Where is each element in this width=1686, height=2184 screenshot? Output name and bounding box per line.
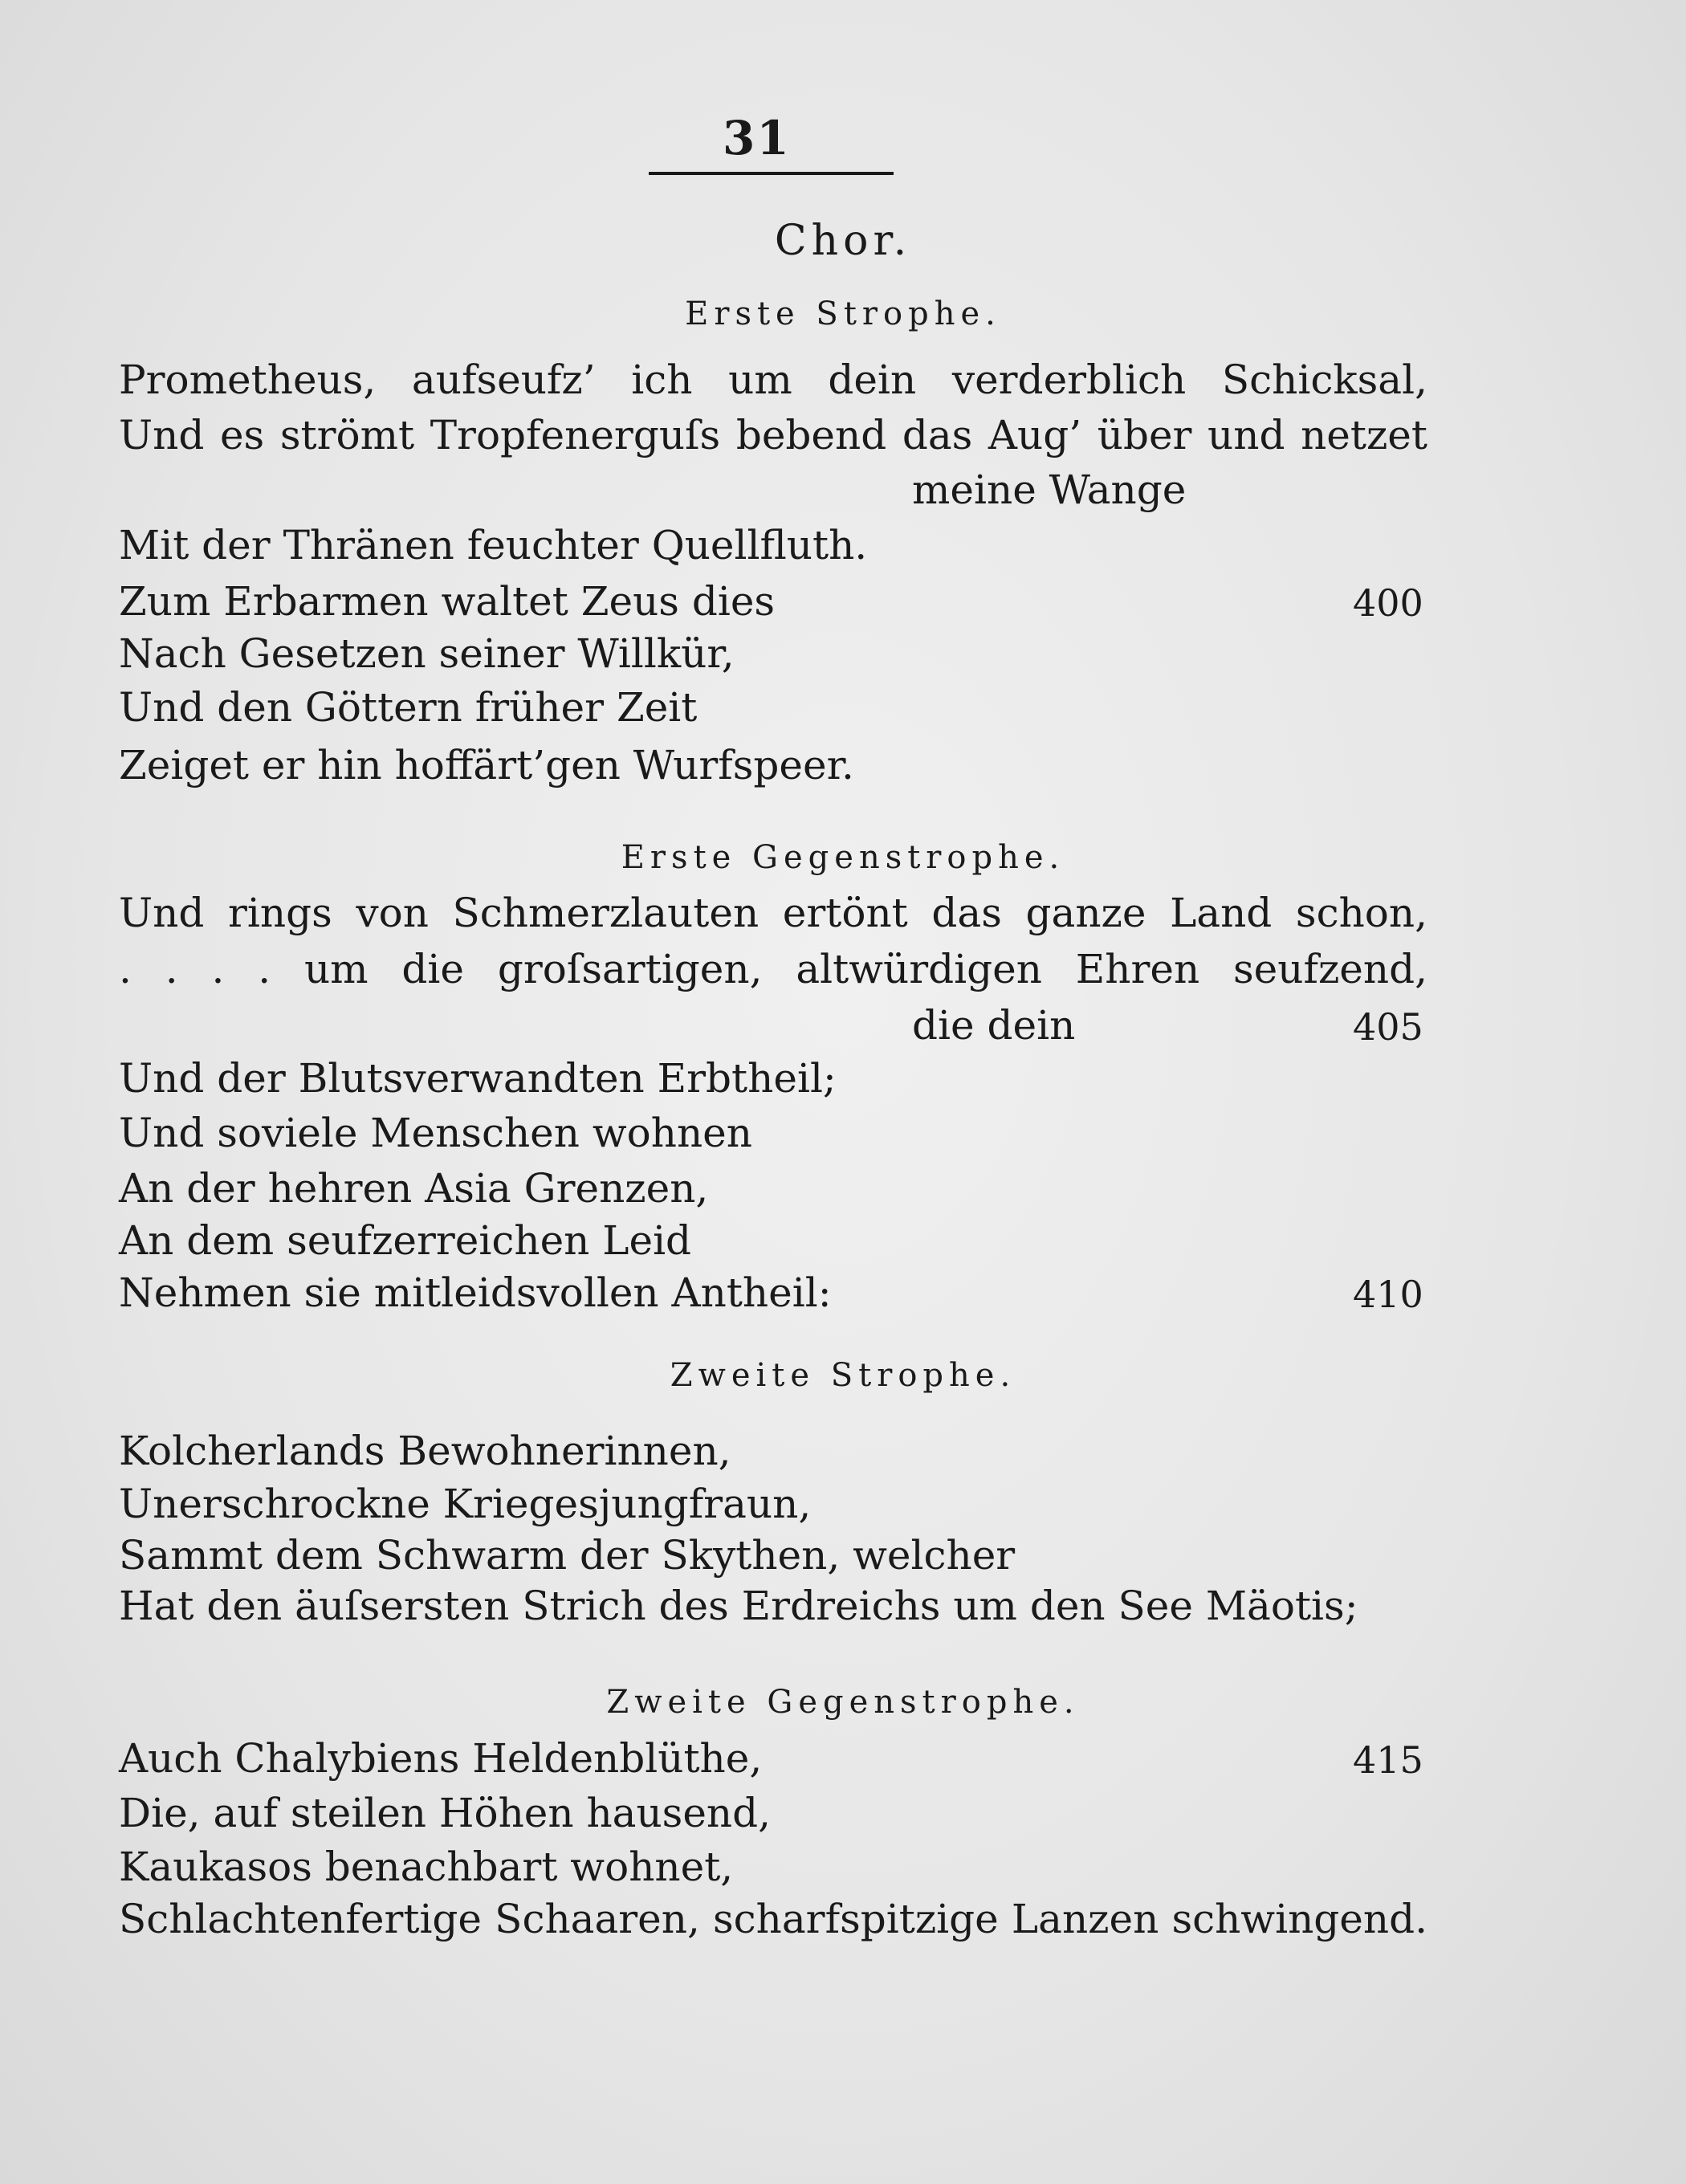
section-title-zweite-strophe: Zweite Strophe. <box>670 1357 1016 1394</box>
verse-line: Und den Göttern früher Zeit <box>119 684 698 731</box>
verse-line: Prometheus, aufseufz’ ich um dein verderblich Schicksal, <box>119 357 1427 403</box>
verse-line: Auch Chalybiens Heldenblüthe, <box>119 1735 763 1782</box>
verse-line: Kolcherlands Bewohnerinnen, <box>119 1428 731 1474</box>
section-title-zweite-gegenstrophe: Zweite Gegenstrophe. <box>606 1684 1080 1721</box>
verse-line: Die, auf steilen Höhen hausend, <box>119 1790 772 1836</box>
verse-line: Und der Blutsverwandten Erbtheil; <box>119 1055 837 1102</box>
line-number: 410 <box>1353 1273 1423 1316</box>
line-number: 415 <box>1353 1738 1423 1782</box>
section-title-erste-gegenstrophe: Erste Gegenstrophe. <box>621 839 1065 876</box>
verse-line: Zeiget er hin hoffärt’gen Wurfspeer. <box>119 742 854 788</box>
verse-line: Sammt dem Schwarm der Skythen, welcher <box>119 1532 1016 1579</box>
verse-line: Nach Gesetzen seiner Willkür, <box>119 630 735 677</box>
verse-line: Zum Erbarmen waltet Zeus dies <box>119 578 776 625</box>
verse-line: Und es strömt Tropfenerguſs bebend das Aug’ über und netzet <box>119 412 1427 458</box>
chorus-heading: Chor. <box>774 217 912 265</box>
verse-line: An der hehren Asia Grenzen, <box>119 1165 709 1212</box>
verse-line: An dem seufzerreichen Leid <box>119 1217 692 1264</box>
verse-line: Und soviele Menschen wohnen <box>119 1110 752 1156</box>
verse-line: Hat den äuſsersten Strich des Erdreichs um den See Mäotis; <box>119 1583 1358 1629</box>
page-number: 31 <box>723 111 791 165</box>
verse-line: Mit der Thränen feuchter Quellfluth. <box>119 522 868 568</box>
verse-line: Kaukasos benachbart wohnet, <box>119 1844 734 1890</box>
verse-line: . . . . um die groſsartigen, altwürdigen Ehren seufzend, <box>119 946 1427 992</box>
verse-line: Und rings von Schmerzlauten ertönt das ganze Land schon, <box>119 890 1427 936</box>
verse-line-continuation: die dein <box>912 1002 1076 1049</box>
verse-line: Nehmen sie mitleidsvollen Antheil: <box>119 1269 832 1316</box>
verse-line-continuation: meine Wange <box>912 467 1187 513</box>
line-number: 400 <box>1353 581 1423 625</box>
verse-line: Schlachtenfertige Schaaren, scharfspitzige Lanzen schwingend. <box>119 1896 1427 1942</box>
line-number: 405 <box>1353 1005 1423 1049</box>
section-title-erste-strophe: Erste Strophe. <box>685 295 1001 332</box>
verse-line: Unerschrockne Kriegesjungfraun, <box>119 1481 812 1527</box>
header-rule <box>649 172 894 175</box>
